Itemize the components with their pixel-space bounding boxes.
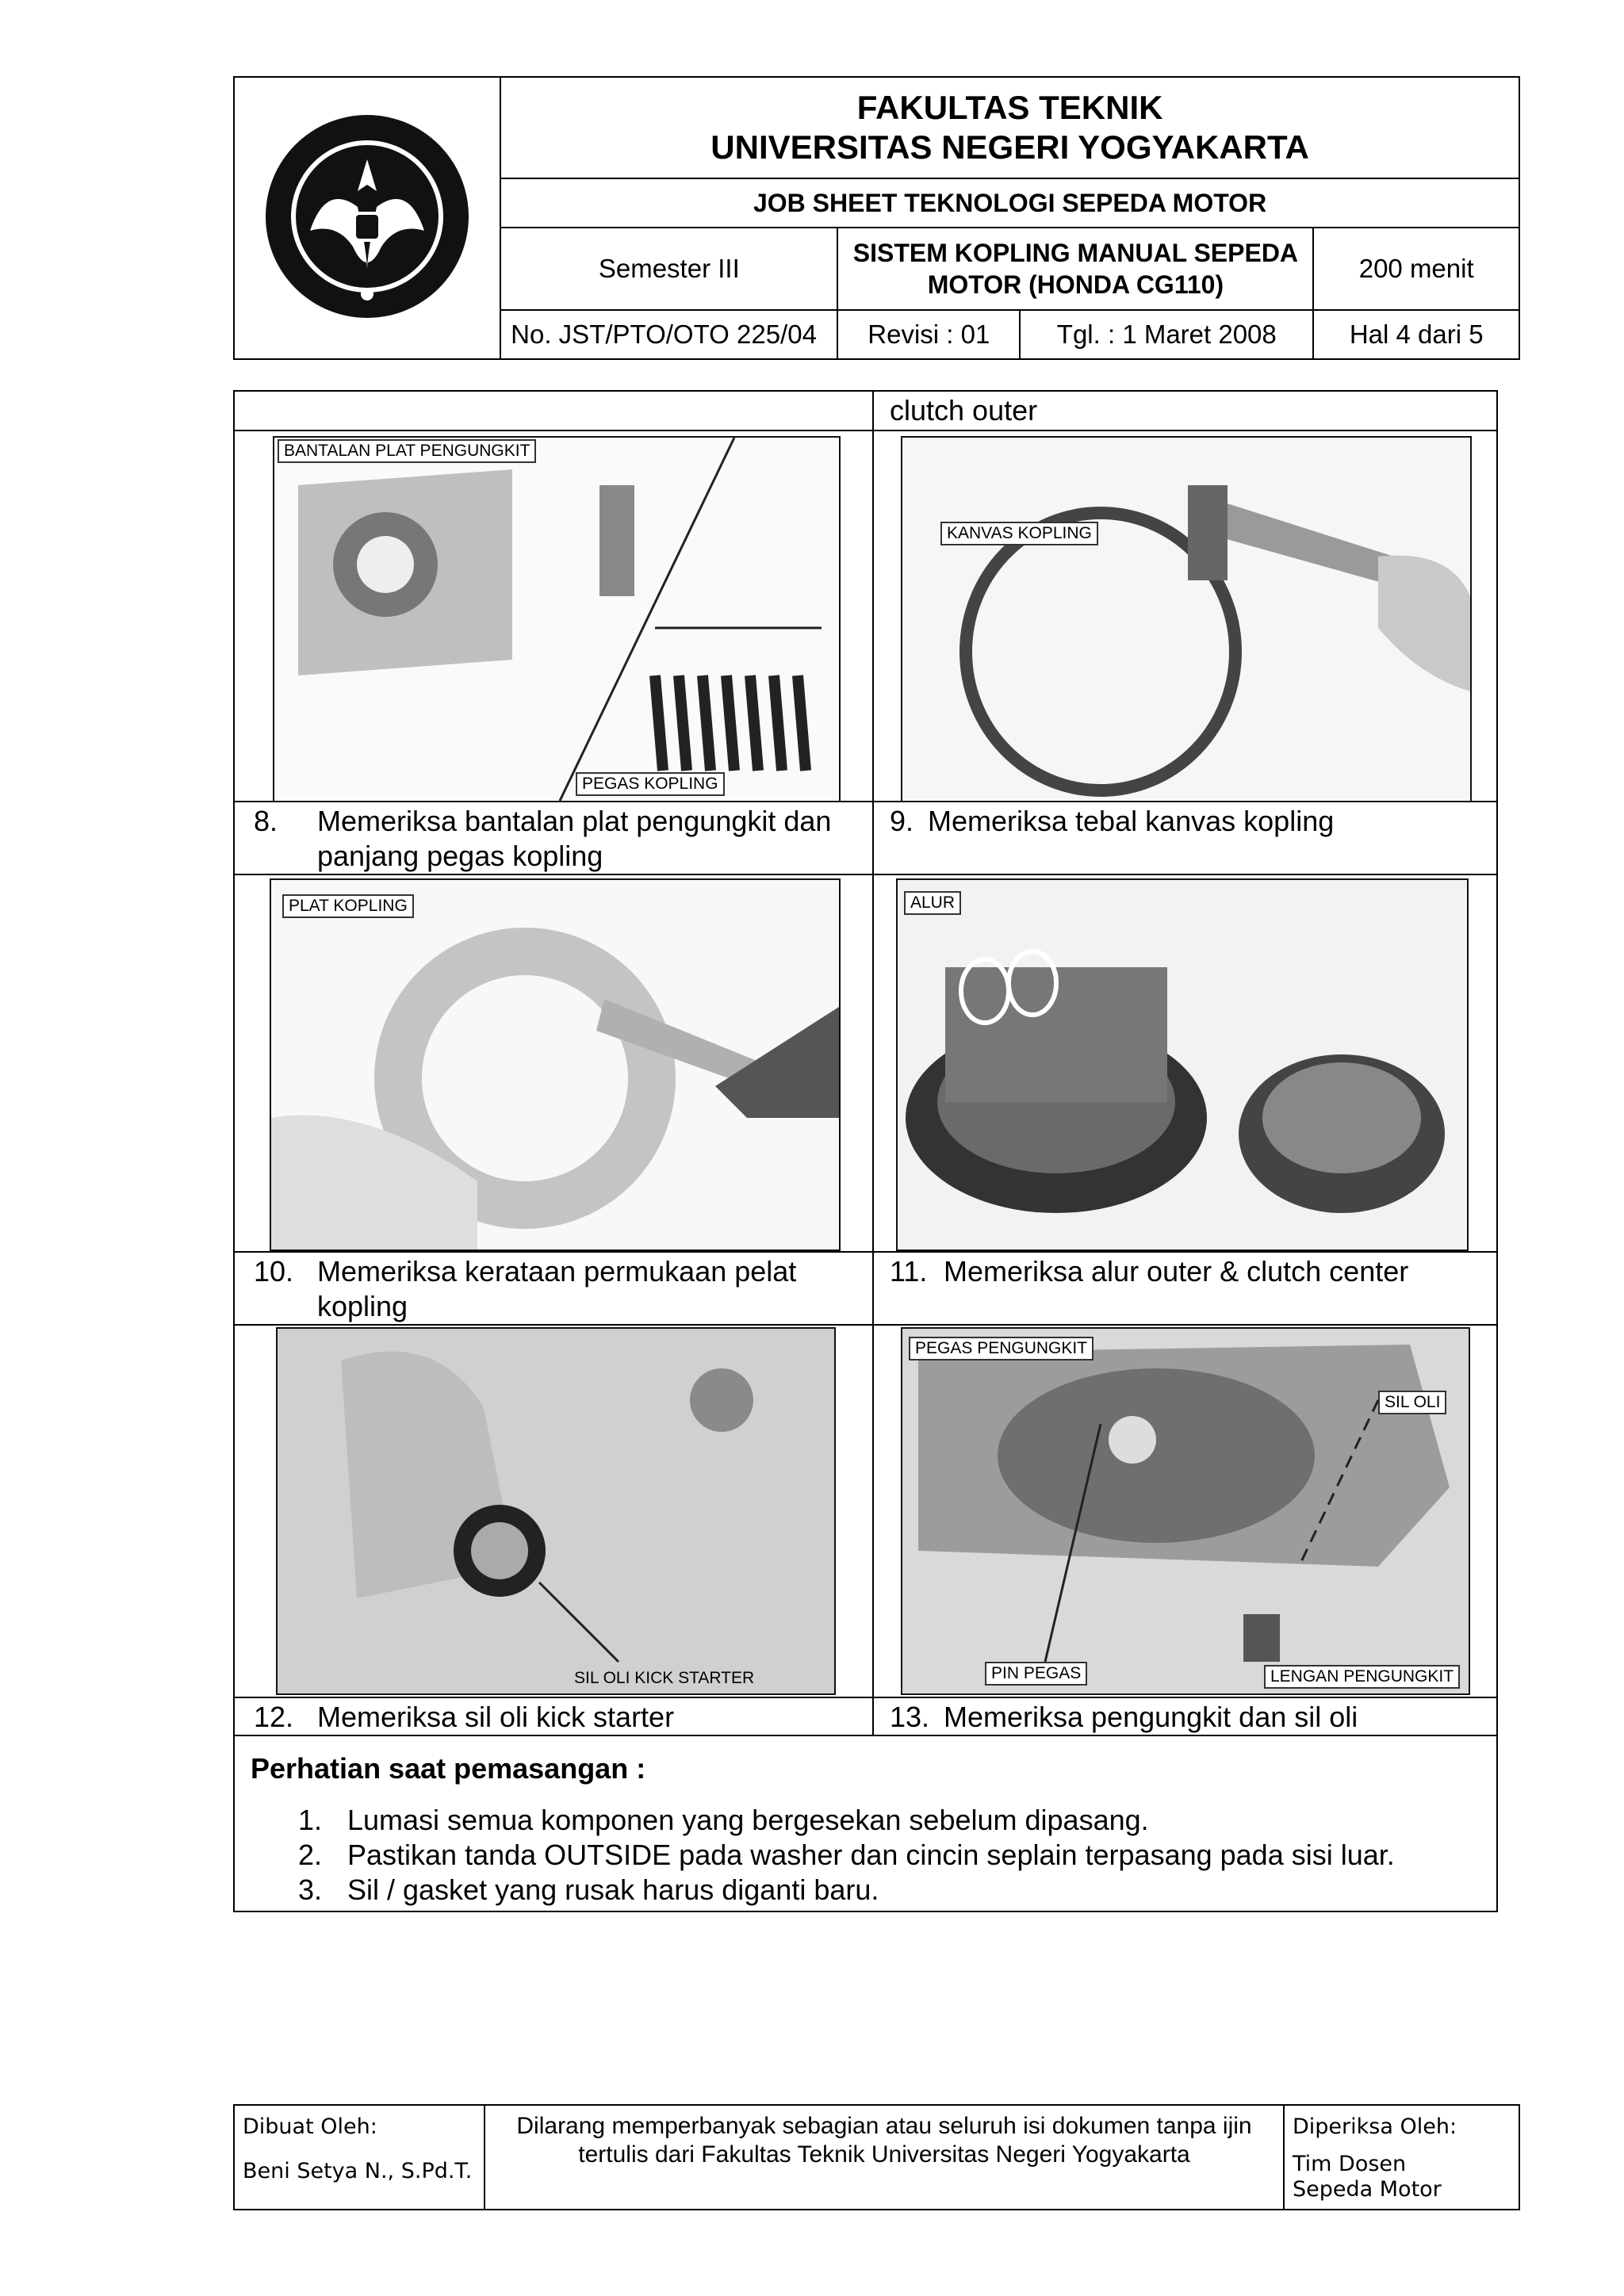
footer-table: [233, 2104, 1520, 2210]
copyright-notice: [485, 2105, 1284, 2210]
made-by-label: Dibuat Oleh:: [243, 2114, 377, 2139]
label-bantalan-plat-pengungkit: BANTALAN PLAT PENGUNGKIT: [278, 439, 536, 463]
notes-item-3: 3. Sil / gasket yang rusak harus diganti baru.: [298, 1873, 879, 1906]
university-name: UNIVERSITAS NEGERI YOGYAKARTA: [710, 128, 1309, 166]
notes-title: Perhatian saat pemasangan :: [251, 1752, 646, 1785]
checked-by-line-1: Tim Dosen: [1293, 2152, 1407, 2176]
label-kanvas-kopling: KANVAS KOPLING: [940, 522, 1098, 545]
label-lengan-pengungkit: LENGAN PENGUNGKIT: [1264, 1665, 1460, 1689]
header-table: [233, 76, 1520, 360]
label-sil-oli-kick-starter: SIL OLI KICK STARTER: [574, 1669, 755, 1687]
label-pegas-kopling: PEGAS KOPLING: [576, 772, 725, 796]
caption-8: [234, 802, 873, 874]
step-13-line-1: Memeriksa pengungkit dan sil oli: [944, 1701, 1358, 1733]
step-10-number: 10.: [254, 1255, 294, 1288]
label-pin-pegas: PIN PEGAS: [985, 1662, 1087, 1686]
revision: Revisi : 01: [837, 310, 1020, 359]
date: Tgl. : 1 Maret 2008: [1020, 310, 1313, 359]
step-9-number: 9.: [890, 805, 914, 837]
top-right-text: clutch outer: [873, 391, 1497, 430]
notice-line-1: Dilarang memperbanyak sebagian atau seluruh isi dokumen tanpa ijin: [516, 2113, 1252, 2139]
topic-line-1: SISTEM KOPLING MANUAL SEPEDA: [852, 239, 1299, 267]
university-seal-icon: [262, 112, 472, 321]
photo-clutch-plate-flatness: [270, 878, 841, 1251]
notes-list: [251, 1803, 1480, 1908]
assembly-notes: [234, 1735, 1497, 1911]
photo-kick-starter-seal: [276, 1327, 836, 1695]
caption-12: [234, 1697, 873, 1735]
label-sil-oli: SIL OLI: [1378, 1391, 1446, 1414]
photo-cell-8: [234, 430, 873, 802]
label-alur: ALUR: [904, 891, 961, 915]
label-pegas-pengungkit: PEGAS PENGUNGKIT: [909, 1337, 1094, 1360]
checked-by-label: Diperiksa Oleh:: [1293, 2114, 1457, 2139]
top-left-empty: [234, 391, 873, 430]
made-by-name: Beni Setya N., S.Pd.T.: [243, 2159, 473, 2183]
notice-line-2: tertulis dari Fakultas Teknik Universitas Negeri Yogyakarta: [578, 2141, 1190, 2168]
label-plat-kopling: PLAT KOPLING: [282, 894, 414, 918]
faculty-title: [500, 77, 1519, 178]
step-11-number: 11.: [890, 1255, 928, 1288]
job-sheet-title: JOB SHEET TEKNOLOGI SEPEDA MOTOR: [500, 178, 1519, 228]
semester: Semester III: [500, 228, 837, 310]
faculty-name: FAKULTAS TEKNIK: [856, 89, 1163, 126]
photo-cell-9: [873, 430, 1497, 802]
document-number: No. JST/PTO/OTO 225/04: [500, 310, 837, 359]
step-13-number: 13.: [890, 1701, 930, 1733]
clutch-basket-illustration-icon: [898, 880, 1467, 1249]
caption-10: [234, 1252, 873, 1325]
duration: 200 menit: [1313, 228, 1519, 310]
step-12-line-1: Memeriksa sil oli kick starter: [317, 1701, 675, 1733]
notes-item-1: 1. Lumasi semua komponen yang bergesekan sebelum dipasang.: [298, 1804, 1149, 1836]
content-table: [233, 390, 1498, 1912]
photo-cell-12: [234, 1325, 873, 1697]
step-8-line-1: Memeriksa bantalan plat pengungkit dan: [317, 805, 832, 837]
step-11-line-1: Memeriksa alur outer & clutch center: [944, 1255, 1409, 1288]
photo-cell-11: [873, 874, 1497, 1252]
step-10-line-1: Memeriksa kerataan permukaan pelat: [317, 1255, 797, 1288]
photo-clutch-lifter-seal: [901, 1327, 1470, 1695]
lifter-arm-illustration-icon: [902, 1329, 1469, 1693]
caliper-disc-illustration-icon: [902, 438, 1470, 801]
photo-clutch-disc-caliper: [901, 436, 1472, 802]
notes-item-2: 2. Pastikan tanda OUTSIDE pada washer dan cincin seplain terpasang pada sisi luar.: [298, 1839, 1395, 1871]
plate-feeler-illustration-icon: [271, 880, 839, 1249]
caption-11: [873, 1252, 1497, 1325]
checked-by-line-2: Sepeda Motor: [1293, 2177, 1442, 2202]
page-number: Hal 4 dari 5: [1313, 310, 1519, 359]
photo-clutch-outer-center: [896, 878, 1469, 1251]
step-10-line-2: kopling: [317, 1290, 408, 1322]
step-9-line-1: Memeriksa tebal kanvas kopling: [928, 805, 1335, 837]
photo-cell-13: [873, 1325, 1497, 1697]
photo-clutch-lifter-bearing: [273, 436, 841, 802]
logo-cell: [234, 77, 500, 359]
caption-9: [873, 802, 1497, 874]
topic-title: [837, 228, 1313, 310]
step-8-line-2: panjang pegas kopling: [317, 840, 603, 872]
bearing-spring-illustration-icon: [274, 438, 839, 801]
caption-13: [873, 1697, 1497, 1735]
photo-cell-10: [234, 874, 873, 1252]
topic-line-2: MOTOR (HONDA CG110): [927, 270, 1224, 299]
crankcase-seal-illustration-icon: [278, 1329, 834, 1693]
step-12-number: 12.: [254, 1701, 294, 1733]
made-by-cell: [234, 2105, 485, 2210]
checked-by-cell: [1284, 2105, 1519, 2210]
step-8-number: 8.: [254, 805, 278, 837]
